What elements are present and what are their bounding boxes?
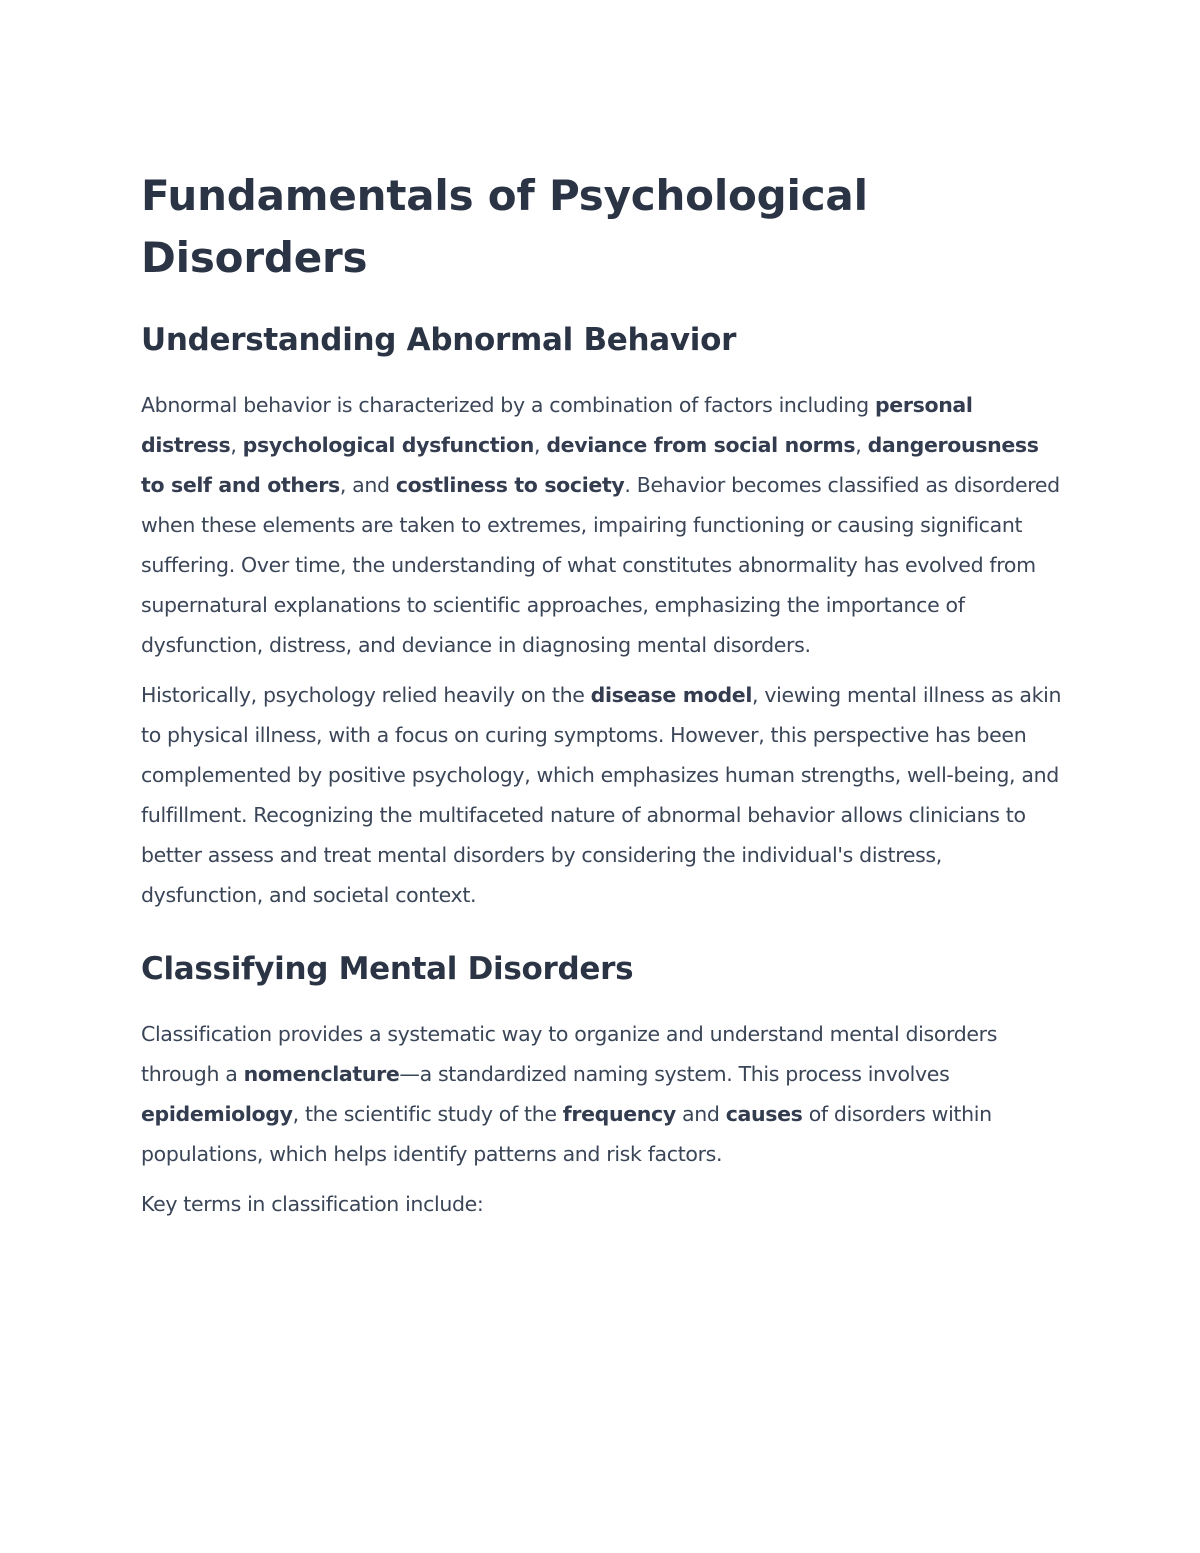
bold-term: nomenclature (243, 1062, 400, 1086)
bold-term: disease model (590, 683, 753, 707)
text-run: , the scientific study of the (292, 1102, 563, 1126)
bold-term: deviance from social norms (546, 433, 856, 457)
text-run: , viewing mental illness as akin to physical illness, with a focus on curing symptoms. However, this perspective has been complemented by positive psychology, which emphasizes human strengths, well-being, and fulfillment. Recognizing the multifaceted nature of abnormal behavior allows clinicians to better assess and treat mental disorders by considering the individual's distress, dysfunction, and societal context. (141, 683, 1062, 907)
bold-term: dangerousness to self and others (141, 433, 1039, 497)
text-run: . Behavior becomes classified as disordered when these elements are taken to extremes, impairing functioning or causing significant suffering. Over time, the understanding of what constitutes abnormality has evolved from supernatural explanations to scientific approaches, emphasizing the importance of dysfunction, distress, and deviance in diagnosing mental disorders. (141, 473, 1060, 657)
paragraph (141, 385, 1066, 665)
bold-term: causes (725, 1102, 803, 1126)
text-run: Classification provides a systematic way to organize and understand mental disorders through a (141, 1022, 998, 1086)
paragraph (141, 1184, 1066, 1224)
bold-term: frequency (562, 1102, 676, 1126)
text-run: , (230, 433, 243, 457)
bold-term: costliness to society (395, 473, 625, 497)
section-heading: Classifying Mental Disorders (141, 951, 634, 987)
text-run: Historically, psychology relied heavily on the (141, 683, 591, 707)
bold-term: personal distress (141, 393, 973, 457)
document-page (141, 165, 1066, 1234)
text-run: Abnormal behavior is characterized by a combination of factors including (141, 393, 875, 417)
paragraph (141, 675, 1066, 915)
text-run: , and (339, 473, 396, 497)
text-run: , (855, 433, 868, 457)
text-run: , (533, 433, 547, 457)
text-run: and (675, 1102, 726, 1126)
bold-term: epidemiology (141, 1102, 293, 1126)
section-classifying-mental-disorders (141, 949, 1066, 1224)
text-run: Key terms in classification include: (141, 1192, 484, 1216)
bold-term: psychological dysfunction (242, 433, 534, 457)
text-run: —a standardized naming system. This process involves (399, 1062, 950, 1086)
text-run: of disorders within populations, which helps identify patterns and risk factors. (141, 1102, 992, 1166)
section-heading: Understanding Abnormal Behavior (141, 322, 737, 358)
section-understanding-abnormal-behavior (141, 320, 1066, 915)
document-title: Fundamentals of Psychological Disorders (141, 171, 868, 282)
paragraph (141, 1014, 1066, 1174)
